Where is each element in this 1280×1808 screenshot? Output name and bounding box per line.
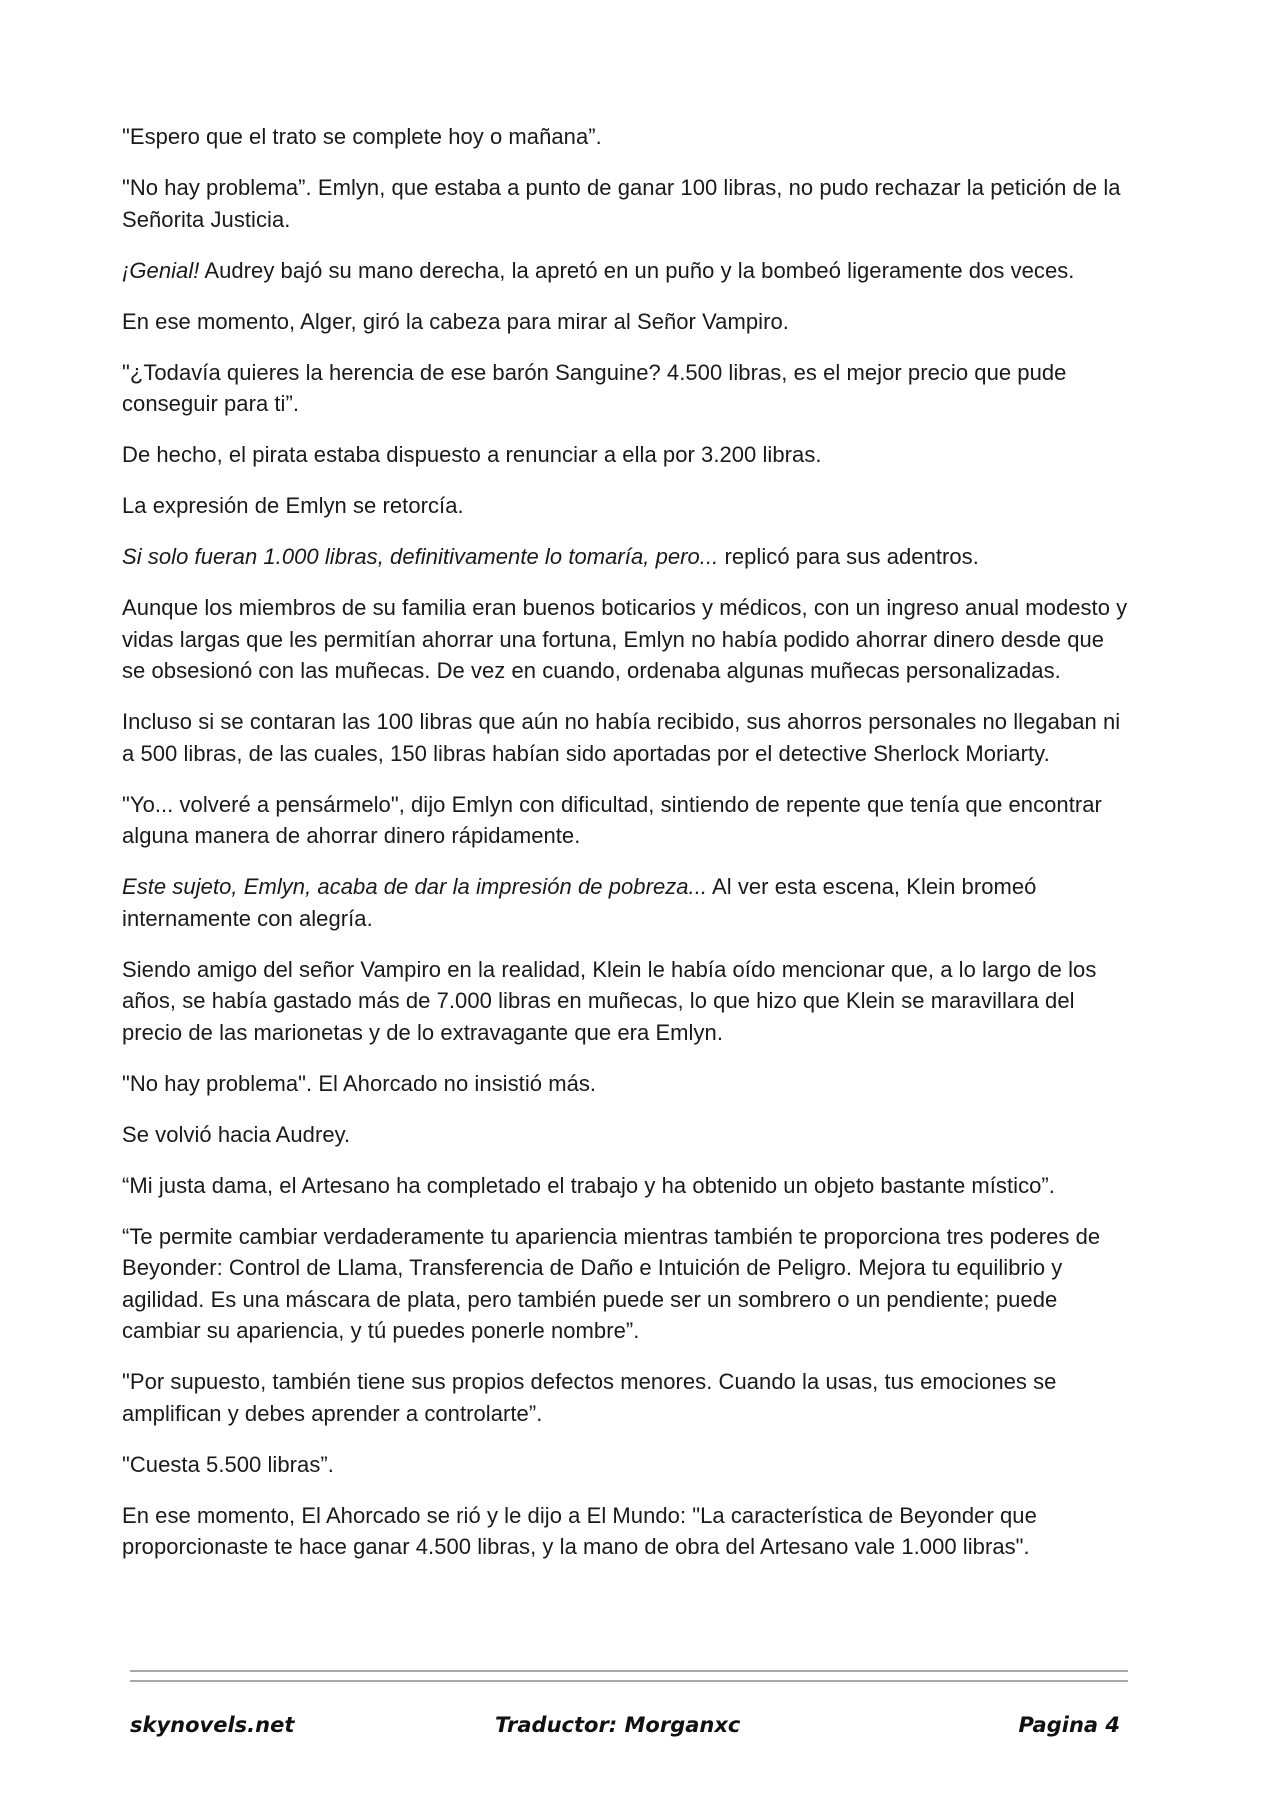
- text-run: Incluso si se contaran las 100 libras que aún no había recibido, sus ahorros personales no llegaban ni a 500 libras, de las cuales, 150 libras habían sido aportadas por el detective Sherlock Moriarty.: [122, 709, 1121, 766]
- paragraph: [122, 1449, 1132, 1481]
- paragraph: [122, 439, 1132, 471]
- footer-divider-bottom: [130, 1680, 1128, 1682]
- paragraph: [122, 706, 1132, 769]
- text-run: "Espero que el trato se complete hoy o mañana”.: [122, 124, 602, 149]
- paragraph: [122, 1221, 1132, 1347]
- paragraph: [122, 357, 1132, 420]
- footer-divider-top: [130, 1670, 1128, 1672]
- text-run: "Cuesta 5.500 libras”.: [122, 1451, 334, 1477]
- text-run: "Yo... volveré a pensármelo", dijo Emlyn con dificultad, sintiendo de repente que tenía que encontrar alguna manera de ahorrar dinero rápidamente.: [122, 791, 1102, 848]
- text-run: "No hay problema”. Emlyn, que estaba a punto de ganar 100 libras, no pudo rechazar la petición de la Señorita Justicia.: [122, 175, 1121, 232]
- text-run: "¿Todavía quieres la herencia de ese barón Sanguine? 4.500 libras, es el mejor precio que pude conseguir para ti”.: [122, 359, 1067, 416]
- paragraph: [122, 121, 1132, 153]
- footer-site: skynovels.net: [130, 1713, 295, 1737]
- paragraph: [122, 1119, 1132, 1151]
- text-run: En ese momento, El Ahorcado se rió y le dijo a El Mundo: "La característica de Beyonder que proporcionaste te hace ganar 4.500 libras, y la mano de obra del Artesano vale 1.000 libras".: [122, 1502, 1037, 1559]
- text-run: Al ver esta escena, Klein bromeó internamente con alegría.: [122, 874, 1037, 931]
- text-run: La expresión de Emlyn se retorcía.: [122, 493, 464, 518]
- text-run: “Te permite cambiar verdaderamente tu apariencia mientras también te proporciona tres poderes de Beyonder: Control de Llama, Transferencia de Daño e Intuición de Peligro. Mejora tu equilibrio y agilidad. Es una máscara de plata, pero también puede ser un sombrero o un pendiente; puede cambiar su apariencia, y tú puedes ponerle nombre”.: [122, 1223, 1101, 1343]
- text-run: De hecho, el pirata estaba dispuesto a renunciar a ella por 3.200 libras.: [122, 442, 822, 467]
- text-run: Se volvió hacia Audrey.: [122, 1121, 351, 1147]
- footer-translator: Traductor: Morganxc: [495, 1713, 741, 1737]
- text-run: "No hay problema". El Ahorcado no insistió más.: [122, 1070, 597, 1096]
- italic-text: Este sujeto, Emlyn, acaba de dar la impresión de pobreza...: [122, 874, 708, 899]
- paragraph: [122, 789, 1132, 852]
- paragraph: [122, 1170, 1132, 1202]
- document-body: [122, 121, 1132, 1582]
- text-run: Aunque los miembros de su familia eran buenos boticarios y médicos, con un ingreso anual modesto y vidas largas que les permitían ahorrar una fortuna, Emlyn no había podido ahorrar dinero desde que se obsesionó con las muñecas. De vez en cuando, ordenaba algunas muñecas personalizadas.: [122, 595, 1128, 683]
- paragraph: [122, 172, 1132, 235]
- paragraph: [122, 1366, 1132, 1429]
- paragraph: [122, 871, 1132, 934]
- footer-page-number: Pagina 4: [1018, 1713, 1120, 1737]
- paragraph: [122, 1500, 1132, 1563]
- text-run: Audrey bajó su mano derecha, la apretó en un puño y la bombeó ligeramente dos veces.: [199, 257, 1075, 283]
- text-run: "Por supuesto, también tiene sus propios defectos menores. Cuando la usas, tus emociones se amplifican y debes aprender a controlarte”.: [122, 1369, 1057, 1426]
- text-run: Siendo amigo del señor Vampiro en la realidad, Klein le había oído mencionar que, a lo largo de los años, se había gastado más de 7.000 libras en muñecas, lo que hizo que Klein se maravillara del precio de las marionetas y de lo extravagante que era Emlyn.: [122, 956, 1097, 1045]
- paragraph: [122, 541, 1132, 573]
- paragraph: [122, 1068, 1132, 1100]
- paragraph: [122, 592, 1132, 687]
- text-run: En ese momento, Alger, giró la cabeza para mirar al Señor Vampiro.: [122, 308, 789, 334]
- text-run: replicó para sus adentros.: [718, 544, 979, 569]
- paragraph: [122, 954, 1132, 1049]
- italic-text: Si solo fueran 1.000 libras, definitivamente lo tomaría, pero...: [122, 544, 719, 569]
- paragraph: [122, 255, 1132, 287]
- paragraph: [122, 490, 1132, 522]
- italic-text: ¡Genial!: [122, 257, 200, 283]
- page-footer: [130, 1713, 1120, 1749]
- paragraph: [122, 306, 1132, 338]
- text-run: “Mi justa dama, el Artesano ha completado el trabajo y ha obtenido un objeto bastante místico”.: [122, 1172, 1055, 1198]
